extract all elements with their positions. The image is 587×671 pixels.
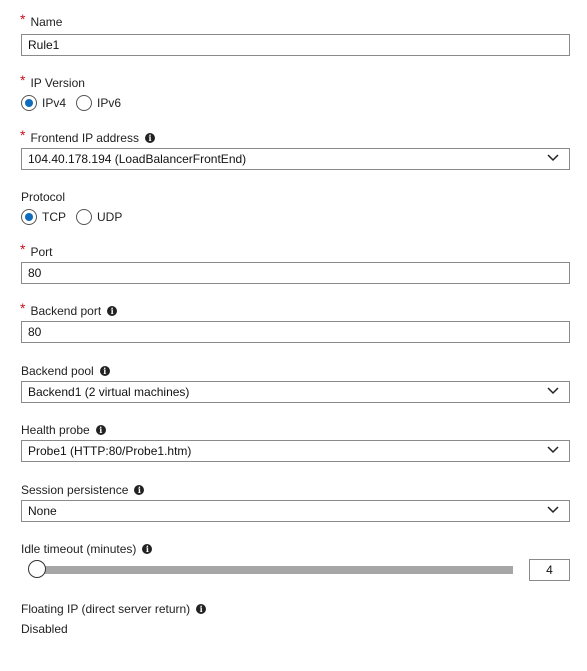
required-marker: * — [20, 11, 26, 27]
tcp-radio[interactable] — [21, 209, 66, 225]
info-icon[interactable]: i — [100, 366, 110, 376]
chevron-down-icon — [547, 387, 559, 395]
ipv4-radio[interactable] — [21, 95, 66, 111]
info-icon[interactable]: i — [142, 544, 152, 554]
udp-radio[interactable] — [76, 209, 122, 225]
info-icon[interactable]: i — [96, 425, 106, 435]
ipv6-radio-label: IPv6 — [97, 96, 122, 110]
required-marker: * — [20, 72, 26, 88]
port-input[interactable]: 80 — [21, 262, 570, 284]
backend-pool-label — [21, 364, 110, 378]
idle-timeout-slider-track[interactable] — [36, 566, 513, 574]
frontend-ip-select[interactable] — [21, 148, 570, 170]
radio-unselected-icon — [76, 95, 92, 111]
required-marker: * — [20, 241, 26, 257]
required-marker: * — [20, 127, 26, 143]
ipv6-radio[interactable] — [76, 95, 121, 111]
backend-port-input[interactable]: 80 — [21, 321, 570, 343]
udp-radio-label: UDP — [97, 210, 123, 224]
floating-ip-value: Disabled — [21, 622, 68, 636]
chevron-down-icon — [547, 446, 559, 454]
ipv4-radio-label: IPv4 — [42, 96, 67, 110]
required-marker: * — [20, 300, 26, 316]
idle-timeout-value-input[interactable]: 4 — [529, 559, 570, 581]
radio-selected-icon — [21, 209, 37, 225]
frontend-ip-value: 104.40.178.194 (LoadBalancerFrontEnd) — [28, 152, 247, 166]
health-probe-value: Probe1 (HTTP:80/Probe1.htm) — [28, 444, 192, 458]
session-persistence-label — [21, 483, 144, 497]
idle-timeout-slider-handle[interactable] — [28, 560, 46, 578]
protocol-label — [21, 190, 65, 204]
info-icon[interactable]: i — [134, 485, 144, 495]
info-icon[interactable]: i — [196, 604, 206, 614]
idle-timeout-label-text: Idle timeout (minutes) — [21, 542, 137, 556]
ip-version-label-text: IP Version — [30, 76, 85, 90]
protocol-label-text: Protocol — [21, 190, 66, 204]
idle-timeout-label — [21, 542, 152, 556]
port-label-text: Port — [30, 245, 53, 259]
protocol-radio-group — [21, 207, 132, 227]
radio-unselected-icon — [76, 209, 92, 225]
name-input[interactable]: Rule1 — [21, 34, 570, 56]
backend-pool-select[interactable] — [21, 381, 570, 403]
session-persistence-label-text: Session persistence — [21, 483, 129, 497]
backend-port-label — [20, 300, 117, 318]
name-label — [20, 11, 63, 29]
name-label-text: Name — [30, 15, 63, 29]
radio-selected-icon — [21, 95, 37, 111]
tcp-radio-label: TCP — [42, 210, 66, 224]
floating-ip-label — [21, 602, 206, 616]
ip-version-radio-group — [21, 93, 131, 113]
chevron-down-icon — [547, 154, 559, 162]
floating-ip-label-text: Floating IP (direct server return) — [21, 602, 191, 616]
info-icon[interactable]: i — [145, 133, 155, 143]
health-probe-label-text: Health probe — [21, 423, 90, 437]
health-probe-select[interactable] — [21, 440, 570, 462]
frontend-ip-label — [20, 127, 155, 145]
chevron-down-icon — [547, 506, 559, 514]
backend-port-label-text: Backend port — [30, 304, 102, 318]
session-persistence-select[interactable] — [21, 500, 570, 522]
port-label — [20, 241, 53, 259]
health-probe-label — [21, 423, 106, 437]
backend-pool-value: Backend1 (2 virtual machines) — [28, 385, 190, 399]
ip-version-label — [20, 72, 85, 90]
session-persistence-value: None — [28, 504, 57, 518]
backend-pool-label-text: Backend pool — [21, 364, 94, 378]
info-icon[interactable]: i — [107, 306, 117, 316]
frontend-ip-label-text: Frontend IP address — [30, 131, 139, 145]
